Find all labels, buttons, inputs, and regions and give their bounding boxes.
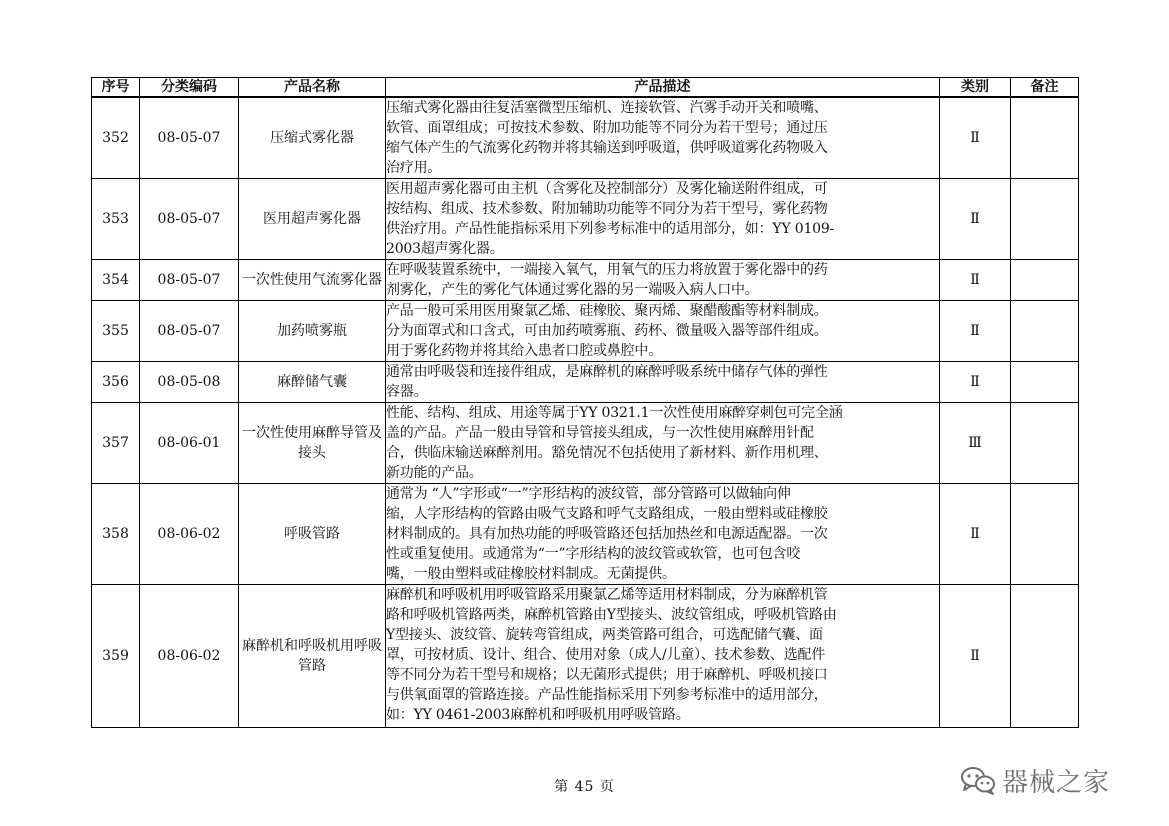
category-code-cell: 08-05-07 xyxy=(140,301,239,362)
class-cell: Ⅱ xyxy=(940,97,1011,179)
header-class: 类别 xyxy=(940,78,1011,98)
serial-number-cell: 356 xyxy=(92,362,140,403)
description-line: 治疗用。 xyxy=(386,160,442,176)
description-line: 如：YY 0461-2003麻醉机和呼吸机用呼吸管路。 xyxy=(386,707,690,723)
product-name-cell: 一次性使用麻醉导管及接头 xyxy=(239,403,386,484)
category-code-cell: 08-05-07 xyxy=(140,179,239,260)
serial-number-cell: 354 xyxy=(92,260,140,301)
remarks-cell xyxy=(1011,585,1079,728)
watermark-text: 器械之家 xyxy=(1002,767,1111,798)
table-row xyxy=(92,301,1079,362)
table-row xyxy=(92,403,1079,484)
category-code-cell: 08-06-01 xyxy=(140,403,239,484)
product-name-cell: 医用超声雾化器 xyxy=(239,179,386,260)
product-description-cell xyxy=(386,260,940,301)
description-line: 在呼吸装置系统中，一端接入氧气，用氧气的压力将放置于雾化器中的药 xyxy=(386,262,828,278)
description-line: 通常由呼吸袋和连接件组成，是麻醉机的麻醉呼吸系统中储存气体的弹性 xyxy=(386,364,828,380)
description-line: 通常为 “人”字形或“一”字形结构的波纹管，部分管路可以做轴向伸 xyxy=(386,486,791,502)
description-line: 医用超声雾化器可由主机（含雾化及控制部分）及雾化输送附件组成，可 xyxy=(386,181,828,197)
class-cell: Ⅱ xyxy=(940,585,1011,728)
description-line: Y型接头、波纹管、旋转弯管组成，两类管路可组合，可选配储气囊、面 xyxy=(386,627,823,643)
product-name-cell: 加药喷雾瓶 xyxy=(239,301,386,362)
remarks-cell xyxy=(1011,260,1079,301)
remarks-cell xyxy=(1011,97,1079,179)
remarks-cell xyxy=(1011,484,1079,585)
table-row xyxy=(92,260,1079,301)
description-line: 容器。 xyxy=(386,384,428,400)
table-row xyxy=(92,585,1079,728)
product-description-cell xyxy=(386,585,940,728)
product-name-cell: 呼吸管路 xyxy=(239,484,386,585)
table-row xyxy=(92,484,1079,585)
watermark xyxy=(960,760,1110,800)
remarks-cell xyxy=(1011,362,1079,403)
description-line: 供治疗用。产品性能指标采用下列参考标准中的适用部分，如：YY 0109- xyxy=(386,221,835,237)
wechat-icon xyxy=(960,765,996,795)
category-code-cell: 08-05-07 xyxy=(140,260,239,301)
description-line: 剂雾化，产生的雾化气体通过雾化器的另一端吸入病人口中。 xyxy=(386,282,759,298)
header-product-description: 产品描述 xyxy=(386,78,940,98)
description-line: 分为面罩式和口含式，可由加药喷雾瓶、药杯、微量吸入器等部件组成。 xyxy=(386,323,828,339)
description-line: 麻醉机和呼吸机用呼吸管路采用聚氯乙烯等适用材料制成，分为麻醉机管 xyxy=(386,587,828,603)
product-catalog-table xyxy=(91,77,1079,728)
product-name-cell: 麻醉储气囊 xyxy=(239,362,386,403)
remarks-cell xyxy=(1011,301,1079,362)
description-line: 按结构、组成、技术参数、附加辅助功能等不同分为若干型号，雾化药物 xyxy=(386,201,828,217)
header-remarks: 备注 xyxy=(1011,78,1079,98)
header-serial-number: 序号 xyxy=(92,78,140,98)
page-number-footer: 第 45 页 xyxy=(554,779,615,795)
description-line: 嘴，一般由塑料或硅橡胶材料制成。无菌提供。 xyxy=(386,566,676,582)
header-product-name: 产品名称 xyxy=(239,78,386,98)
description-line: 路和呼吸机管路两类，麻醉机管路由Y型接头、波纹管组成，呼吸机管路由 xyxy=(386,607,837,623)
description-line: 与供氧面罩的管路连接。产品性能指标采用下列参考标准中的适用部分， xyxy=(386,687,828,703)
serial-number-cell: 358 xyxy=(92,484,140,585)
description-line: 用于雾化药物并将其给入患者口腔或鼻腔中。 xyxy=(386,343,662,359)
category-code-cell: 08-05-08 xyxy=(140,362,239,403)
product-description-cell xyxy=(386,403,940,484)
description-line: 缩，人字形结构的管路由吸气支路和呼气支路组成，一般由塑料或硅橡胶 xyxy=(386,506,828,522)
description-line: 新功能的产品。 xyxy=(386,465,483,481)
table-row xyxy=(92,97,1079,179)
product-name-cell: 一次性使用气流雾化器 xyxy=(239,260,386,301)
class-cell: Ⅱ xyxy=(940,179,1011,260)
product-description-cell xyxy=(386,484,940,585)
class-cell: Ⅱ xyxy=(940,362,1011,403)
serial-number-cell: 353 xyxy=(92,179,140,260)
product-name-cell: 麻醉机和呼吸机用呼吸管路 xyxy=(239,585,386,728)
class-cell: Ⅱ xyxy=(940,484,1011,585)
description-line: 材料制成的。具有加热功能的呼吸管路还包括加热丝和电源适配器。一次 xyxy=(386,526,828,542)
category-code-cell: 08-06-02 xyxy=(140,484,239,585)
product-description-cell xyxy=(386,362,940,403)
product-description-cell xyxy=(386,97,940,179)
description-line: 盖的产品。产品一般由导管和导管接头组成，与一次性使用麻醉用针配 xyxy=(386,425,814,441)
product-name-cell: 压缩式雾化器 xyxy=(239,97,386,179)
description-line: 等不同分为若干型号和规格；以无菌形式提供；用于麻醉机、呼吸机接口 xyxy=(386,667,828,683)
remarks-cell xyxy=(1011,179,1079,260)
description-line: 产品一般可采用医用聚氯乙烯、硅橡胶、聚丙烯、聚醋酸酯等材料制成。 xyxy=(386,303,828,319)
description-line: 罩，可按材质、设计、组合、使用对象（成人/儿童）、技术参数、选配件 xyxy=(386,647,826,663)
category-code-cell: 08-05-07 xyxy=(140,97,239,179)
serial-number-cell: 352 xyxy=(92,97,140,179)
table-row xyxy=(92,362,1079,403)
serial-number-cell: 359 xyxy=(92,585,140,728)
serial-number-cell: 357 xyxy=(92,403,140,484)
description-line: 2003超声雾化器。 xyxy=(386,241,504,257)
header-category-code: 分类编码 xyxy=(140,78,239,98)
table-header-row xyxy=(92,78,1079,98)
category-code-cell: 08-06-02 xyxy=(140,585,239,728)
description-line: 缩气体产生的气流雾化药物并将其输送到呼吸道，供呼吸道雾化药物吸入 xyxy=(386,140,828,156)
description-line: 性能、结构、组成、用途等属于YY 0321.1一次性使用麻醉穿刺包可完全涵 xyxy=(386,405,843,421)
product-description-cell xyxy=(386,179,940,260)
product-description-cell xyxy=(386,301,940,362)
class-cell: Ⅲ xyxy=(940,403,1011,484)
serial-number-cell: 355 xyxy=(92,301,140,362)
description-line: 合，供临床输送麻醉剂用。豁免情况不包括使用了新材料、新作用机理、 xyxy=(386,445,828,461)
description-line: 软管、面罩组成；可按技术参数、附加功能等不同分为若干型号；通过压 xyxy=(386,120,828,136)
description-line: 性或重复使用。或通常为“一”字形结构的波纹管或软管，也可包含咬 xyxy=(386,546,801,562)
remarks-cell xyxy=(1011,403,1079,484)
class-cell: Ⅱ xyxy=(940,301,1011,362)
table-row xyxy=(92,179,1079,260)
class-cell: Ⅱ xyxy=(940,260,1011,301)
description-line: 压缩式雾化器由往复活塞微型压缩机、连接软管、汽雾手动开关和喷嘴、 xyxy=(386,100,828,116)
